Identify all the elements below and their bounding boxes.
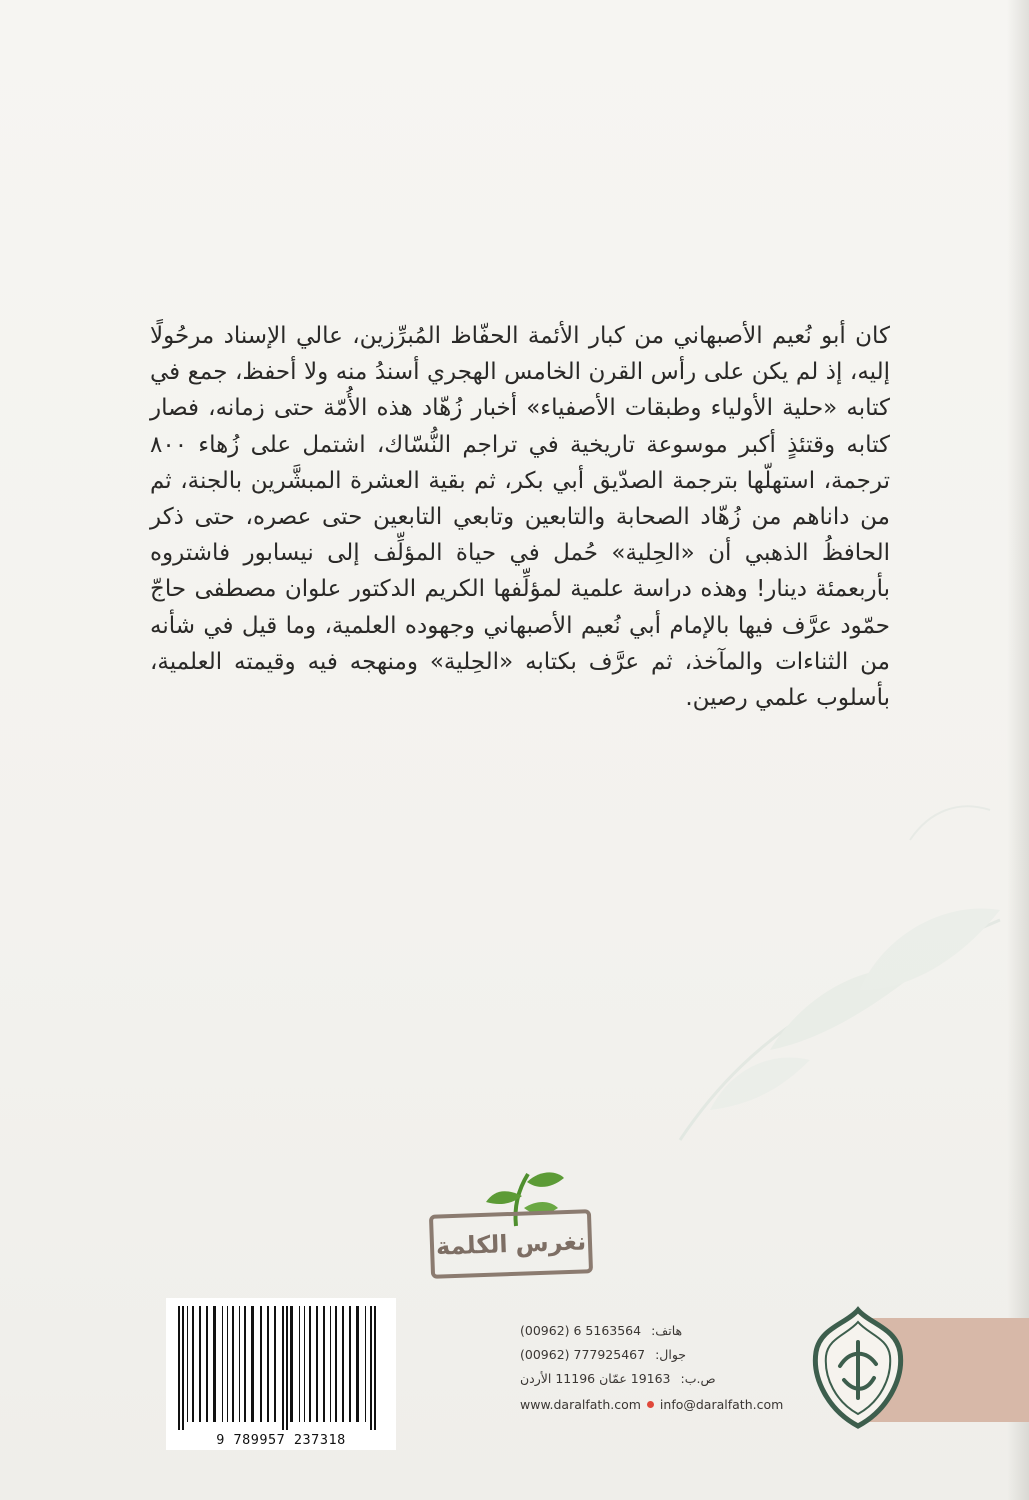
barcode-bar: [232, 1306, 234, 1422]
barcode-bar: [323, 1306, 325, 1422]
phone-number: (00962) 6 5163564: [520, 1322, 642, 1338]
email-link[interactable]: info@daralfath.com: [659, 1396, 784, 1412]
web-row: [520, 1392, 820, 1416]
barcode-bar: [267, 1306, 269, 1422]
barcode-bar: [182, 1306, 184, 1430]
barcode: [174, 1306, 388, 1430]
barcode-bar: [330, 1306, 331, 1422]
barcode-bar: [286, 1306, 288, 1430]
barcode-bar: [206, 1306, 208, 1422]
barcode-bar: [299, 1306, 300, 1422]
barcode-bar: [260, 1306, 262, 1422]
stamp-frame: [429, 1209, 593, 1279]
website-link[interactable]: www.daralfath.com: [520, 1396, 641, 1412]
barcode-bar: [370, 1306, 372, 1430]
isbn-number: 9 789957 237318: [216, 1432, 346, 1448]
stamp-word-2: الكلمة: [435, 1230, 509, 1261]
slogan-stamp: [424, 1168, 604, 1284]
barcode-bar: [222, 1306, 223, 1422]
barcode-bar: [227, 1306, 228, 1422]
barcode-bar: [316, 1306, 318, 1422]
barcode-bar: [309, 1306, 311, 1422]
barcode-bar: [192, 1306, 194, 1422]
barcode-bar: [365, 1306, 366, 1422]
separator-dot: [647, 1401, 654, 1408]
mobile-number: (00962) 777925467: [520, 1346, 646, 1362]
mobile-label: جوال:: [655, 1346, 687, 1362]
barcode-bar: [374, 1306, 376, 1430]
barcode-bar: [213, 1306, 216, 1422]
barcode-bar: [199, 1306, 201, 1422]
barcode-bar: [239, 1306, 240, 1422]
barcode-block: [166, 1298, 396, 1450]
barcode-bar: [349, 1306, 351, 1422]
contact-info: [520, 1318, 820, 1416]
phone-label: هاتف:: [651, 1322, 683, 1338]
barcode-bar: [274, 1306, 276, 1422]
barcode-bar: [356, 1306, 359, 1422]
barcode-bar: [290, 1306, 293, 1422]
stamp-word-1: نغرس: [515, 1227, 587, 1258]
barcode-bar: [244, 1306, 246, 1422]
pobox-row: [520, 1366, 820, 1390]
pobox-label: ص.ب:: [680, 1370, 716, 1386]
barcode-bar: [251, 1306, 254, 1422]
phone-row: [520, 1318, 820, 1342]
floral-watermark: [620, 720, 1029, 1180]
barcode-bar: [342, 1306, 344, 1422]
publisher-emblem-icon: [810, 1306, 906, 1430]
barcode-bar: [187, 1306, 188, 1422]
barcode-bar: [304, 1306, 305, 1422]
mobile-row: [520, 1342, 820, 1366]
barcode-bar: [335, 1306, 337, 1422]
barcode-bar: [282, 1306, 284, 1430]
pobox-address: 19163 عمّان 11196 الأردن: [520, 1370, 671, 1386]
barcode-bar: [178, 1306, 180, 1430]
book-description: كان أبو نُعيم الأصبهاني من كبار الأئمة الحفّاظ المُبرِّزين، عالي الإسناد مرحُولًا إليه، إذ لم يكن على رأس القرن الخامس الهجري أسندُ منه ولا أحفظ، جمع في كتابه «حلية الأولياء وطبقات الأصفياء» أخبار زُهّاد هذه الأُمّة حتى زمانه، فصار كتابه وقتئذٍ أكبر موسوعة تاريخية في تراجم النُّسّاك، اشتمل على زُهاء ٨٠٠ ترجمة، استهلّها بترجمة الصدّيق أبي بكر، ثم بقية العشرة المبشَّرين بالجنة، ثم من داناهم من زُهّاد الصحابة والتابعين وتابعي التابعين حتى عصره، حتى ذكر الحافظُ الذهبي أن «الحِلية» حُمل في حياة المؤلِّف إلى نيسابور فاشتروه بأربعمئة دينار! وهذه دراسة علمية لمؤلِّفها الكريم الدكتور علوان مصطفى حاجّ حمّود عرَّف فيها بالإمام أبي نُعيم الأصبهاني وجهوده العلمية، وما قيل في شأنه من الثناءات والمآخذ، ثم عرَّف بكتابه «الحِلية» ومنهجه فيه وقيمته العلمية، بأسلوب علمي رصين.: [150, 323, 890, 712]
